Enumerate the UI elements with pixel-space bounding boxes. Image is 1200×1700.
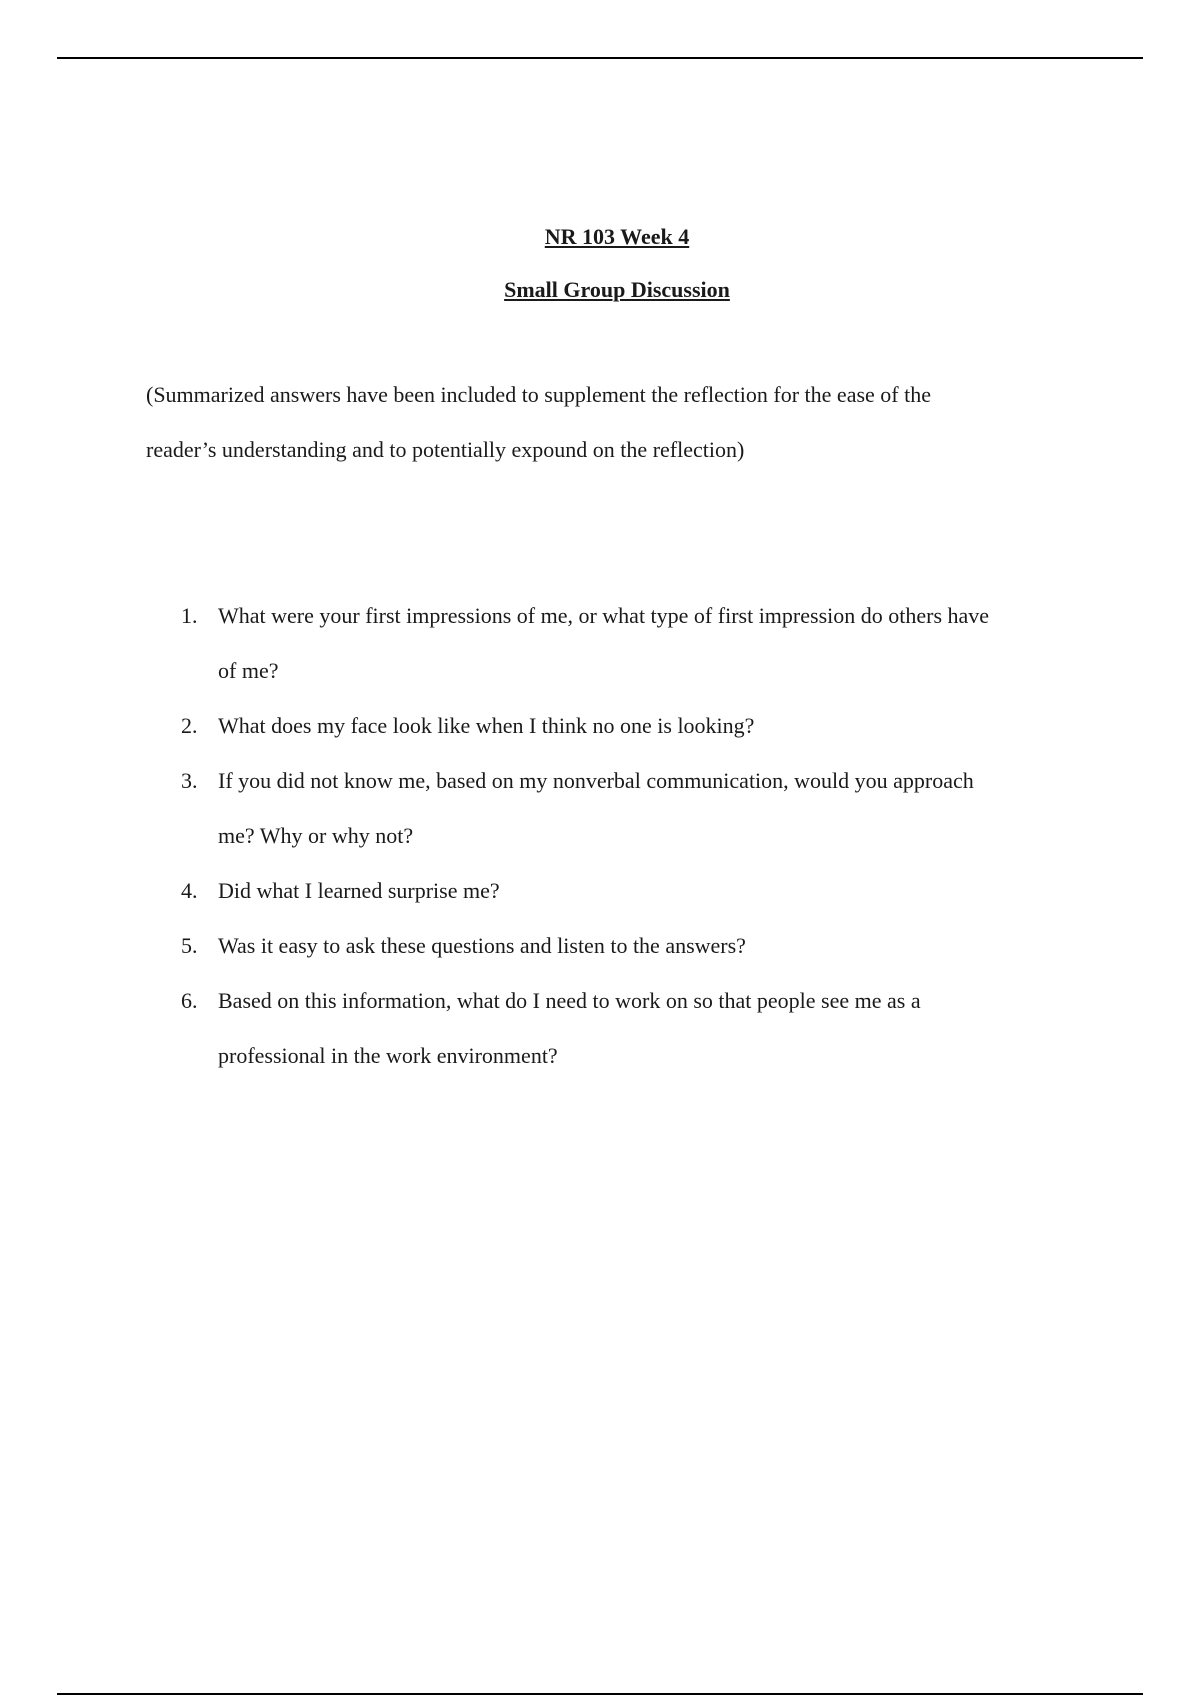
- list-item-number: 2.: [181, 713, 198, 738]
- list-item-text-line: Did what I learned surprise me?: [218, 878, 500, 903]
- list-item: [146, 753, 1096, 863]
- list-item-number: 4.: [181, 878, 198, 903]
- list-item-text-line: What were your first impressions of me, or what type of first impression do others have: [218, 603, 990, 628]
- list-item-number: 3.: [181, 768, 198, 793]
- list-item-number: 5.: [181, 933, 198, 958]
- bottom-rule: [57, 1693, 1143, 1695]
- list-item: [146, 918, 1096, 973]
- question-list: [146, 588, 1096, 1083]
- top-rule: [57, 57, 1143, 59]
- list-item: [146, 698, 1096, 753]
- list-item: [146, 863, 1096, 918]
- list-item-text-line: of me?: [218, 658, 279, 683]
- list-item-text-line: professional in the work environment?: [218, 1043, 558, 1068]
- list-item-text-line: If you did not know me, based on my nonverbal communication, would you approach: [218, 768, 974, 793]
- document-header: [0, 226, 1200, 301]
- list-item: [146, 973, 1096, 1083]
- list-item-text-line: Was it easy to ask these questions and listen to the answers?: [218, 933, 746, 958]
- document-title: NR 103 Week 4: [544, 224, 690, 249]
- intro-paragraph: [146, 367, 1046, 477]
- list-item-text-line: What does my face look like when I think no one is looking?: [218, 713, 755, 738]
- list-item: [146, 588, 1096, 698]
- intro-line-1: (Summarized answers have been included to supplement the reflection for the ease of the: [146, 382, 931, 407]
- list-item-number: 6.: [181, 988, 198, 1013]
- intro-line-2: reader’s understanding and to potentially expound on the reflection): [146, 437, 745, 462]
- list-item-text-line: Based on this information, what do I need to work on so that people see me as a: [218, 988, 921, 1013]
- document-subtitle: Small Group Discussion: [504, 277, 730, 302]
- list-item-text-line: me? Why or why not?: [218, 823, 414, 848]
- list-item-number: 1.: [181, 603, 198, 628]
